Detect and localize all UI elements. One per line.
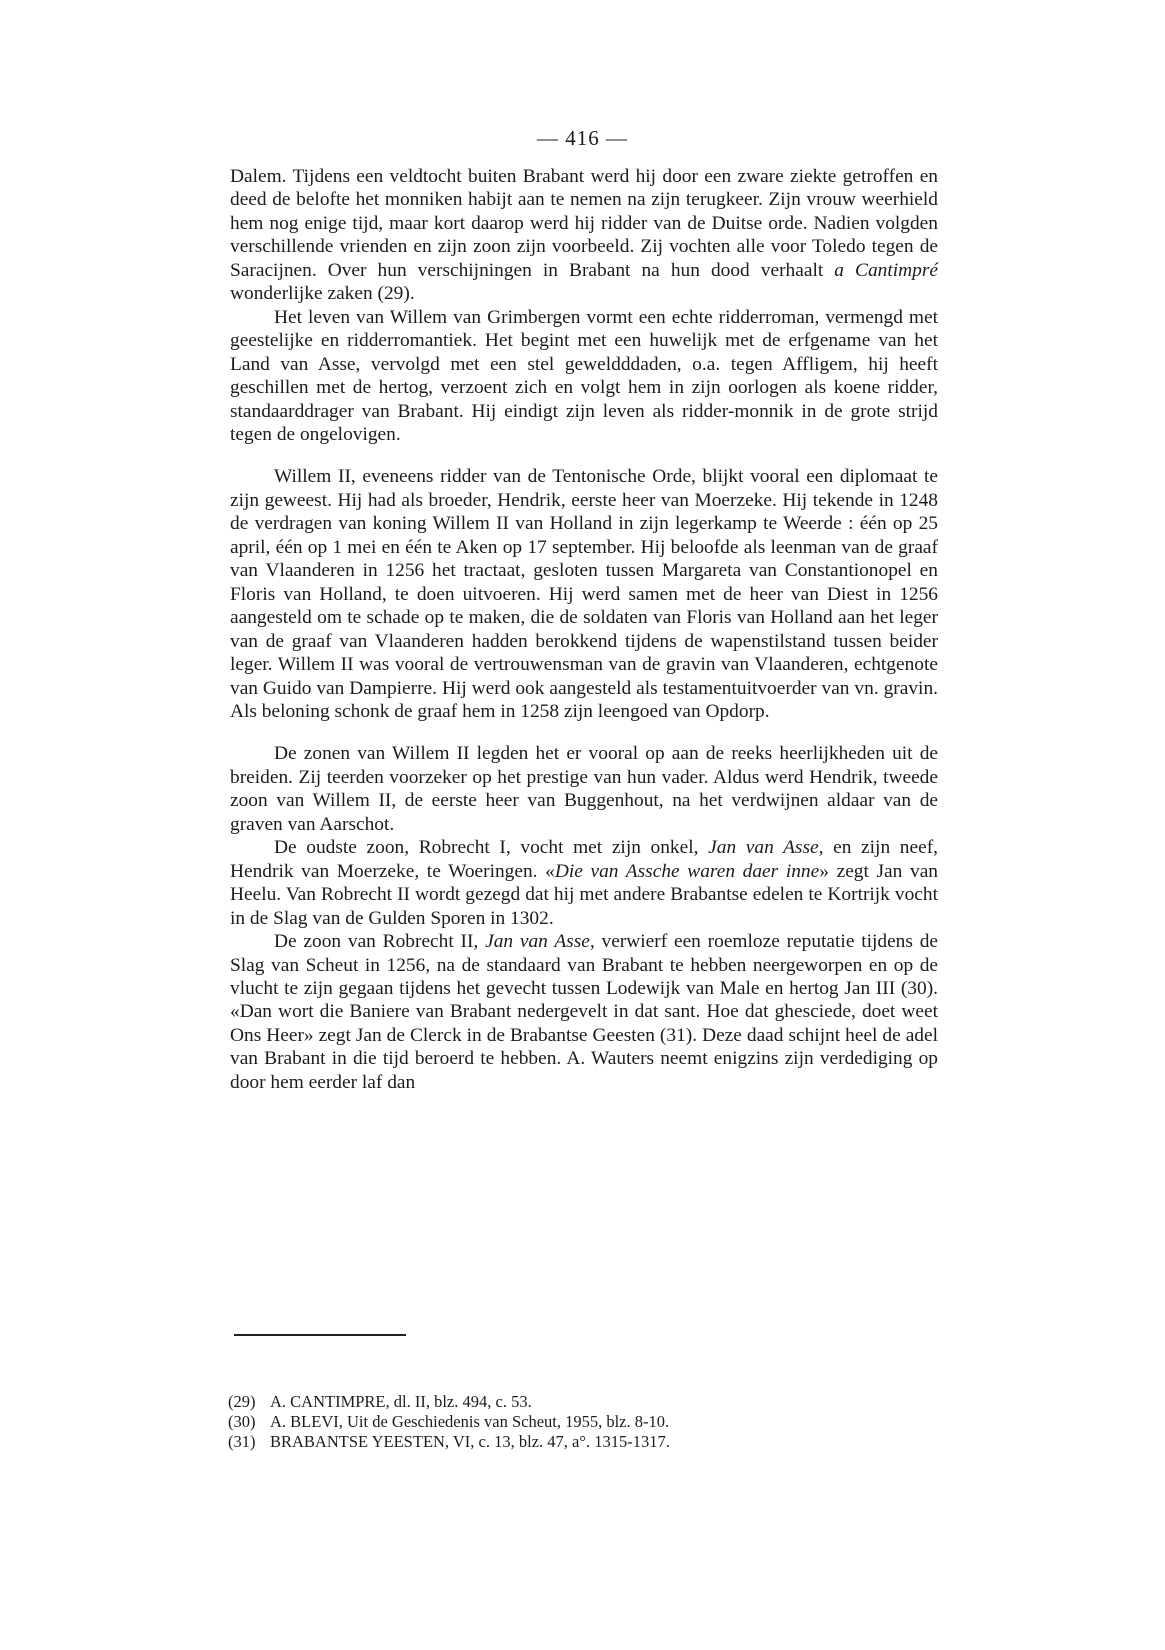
page-number: — 416 — (537, 126, 628, 150)
paragraph-1-tail: wonderlijke zaken (29). (230, 283, 415, 305)
footnote (228, 1432, 948, 1452)
footnotes (228, 1392, 948, 1452)
footnote (228, 1392, 948, 1412)
footnote-text: A. BLEVI, Uit de Geschiedenis van Scheut, 1955, blz. 8-10. (270, 1412, 670, 1431)
paragraph-5-mid: en zijn neef, Hendrik van Moerzeke, te Woeringen. « (230, 837, 938, 882)
footnote-text: A. CANTIMPRE, dl. II, blz. 494, c. 53. (270, 1392, 532, 1411)
footnote (228, 1412, 948, 1432)
paragraph-5-italic-name: Jan van Asse, (708, 837, 824, 859)
paragraph-5-text: De oudste zoon, Robrecht I, vocht met zijn onkel, (274, 837, 699, 859)
paragraph-1-text: Dalem. Tijdens een veldtocht buiten Brabant werd hij door een zware ziekte getroffen en deed de belofte het monniken habijt aan te nemen na zijn terugkeer. Zijn vrouw weerhield hem nog enige tijd, maar kort daarop werd hij ridder van de Duitse orde. Nadien volgden verschillende vrienden en zijn zoon zijn voorbeeld. Zij vochten alle voor Toledo tegen de Saracijnen. Over hun verschijningen in Brabant na hun dood verhaalt (230, 166, 938, 281)
paragraph-2: Het leven van Willem van Grimbergen vormt een echte ridderroman, vermengd met geestelijke en ridderromantiek. Het begint met een huwelijk met de erfgename van het Land van Asse, vervolgd met een stel geweldddaden, o.a. tegen Affligem, hij heeft geschillen met de hertog, verzoent zich en volgt hem in zijn oorlogen als koene ridder, standaarddrager van Brabant. Hij eindigt zijn leven als ridder-monnik in de grote strijd tegen de ongelovigen. (230, 306, 938, 445)
body-text (230, 165, 938, 1094)
footnote-number: (29) (228, 1392, 256, 1411)
footnote-text: BRABANTSE YEESTEN, VI, c. 13, blz. 47, a°. 1315-1317. (270, 1432, 670, 1451)
paragraph-3: Willem II, eveneens ridder van de Tentonische Orde, blijkt vooral een diplomaat te zijn geweest. Hij had als broeder, Hendrik, eerste heer van Moerzeke. Hij tekende in 1248 de verdragen van koning Willem II van Holland in zijn legerkamp te Weerde : één op 25 april, één op 1 mei en één te Aken op 17 september. Hij beloofde als leenman van de graaf van Vlaanderen in 1256 het tractaat, gesloten tussen Margareta van Constantionopel en Floris van Holland, te doen uitvoeren. Hij werd samen met de heer van Diest in 1256 aangesteld om te schade op te maken, die de soldaten van Floris van Holland aan het leger van de graaf van Vlaanderen hadden berokkend tijdens de wapenstilstand tussen beider leger. Willem II was vooral de vertrouwensman van de gravin van Vlaanderen, echtgenote van Guido van Dampierre. Hij werd ook aangesteld als testamentuitvoerder van vn. gravin. Als beloning schonk de graaf hem in 1258 zijn leengoed van Opdorp. (230, 466, 938, 722)
footnote-divider (234, 1334, 406, 1336)
paragraph-6-italic: Jan van Asse, (485, 931, 595, 953)
paragraph-1-italic: a Cantimpré (834, 259, 938, 281)
footnote-number: (30) (228, 1412, 256, 1431)
paragraph-6 (230, 930, 938, 1094)
paragraph-5-italic-quote: Die van Assche waren daer inne (554, 860, 820, 882)
paragraph-5 (230, 836, 938, 930)
paragraph-1 (230, 165, 938, 306)
paragraph-5-tail: » zegt Jan van Heelu. Van Robrecht II wordt gezegd dat hij met andere Brabantse edelen te Kortrijk vocht in de Slag van de Gulden Sporen in 1302. (230, 860, 938, 929)
footnote-number: (31) (228, 1432, 256, 1451)
paragraph-6-tail: verwierf een roemloze reputatie tijdens de Slag van Scheut in 1256, na de standaard van Brabant te hebben neergeworpen en op de vlucht te zijn gegaan tijdens het gevecht tussen Lodewijk van Male en hertog Jan III (30). «Dan wort die Baniere van Brabant nedergevelt in dat sant. Hoe dat ghesciede, doet weet Ons Heer» zegt Jan de Clerck in de Brabantse Geesten (31). Deze daad schijnt heel de adel van Brabant in die tijd beroerd te hebben. A. Wauters neemt enigzins zijn verdediging op door hem eerder laf dan (230, 931, 939, 1093)
paragraph-6-text: De zoon van Robrecht II, (274, 931, 479, 953)
paragraph-4: De zonen van Willem II legden het er vooral op aan de reeks heerlijkheden uit de breiden. Zij teerden voorzeker op het prestige van hun vader. Aldus werd Hendrik, tweede zoon van Willem II, de eerste heer van Buggenhout, na het verdwijnen aldaar van de graven van Aarschot. (230, 743, 938, 835)
